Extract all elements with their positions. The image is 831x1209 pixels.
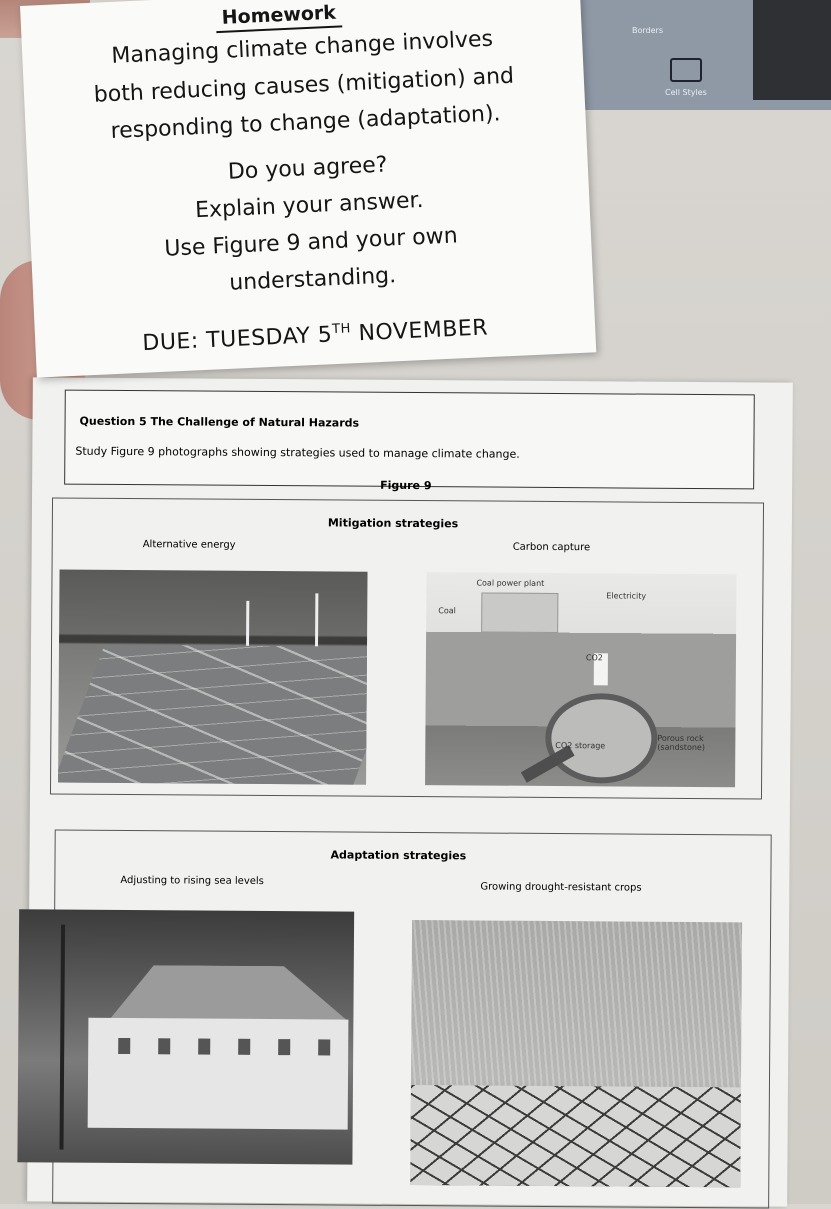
homework-note xyxy=(20,0,596,378)
window xyxy=(198,1039,210,1055)
drought-crops-photo xyxy=(410,920,742,1187)
homework-heading: Homework xyxy=(215,0,342,33)
note-line-6: Use Figure 9 and your own xyxy=(163,223,459,262)
due-suffix: NOVEMBER xyxy=(350,315,489,347)
due-sup: TH xyxy=(331,321,352,338)
due-prefix: DUE: TUESDAY 5 xyxy=(141,322,333,357)
plant-label: Coal power plant xyxy=(476,578,545,588)
adaptation-heading: Adaptation strategies xyxy=(330,848,467,863)
magnifier-lens xyxy=(545,693,658,784)
storage-label: CO2 storage xyxy=(555,741,606,751)
electricity-label: Electricity xyxy=(606,591,647,601)
question-box xyxy=(64,390,755,493)
figure-label: Figure 9 xyxy=(380,478,432,493)
borders-label: Borders xyxy=(632,26,663,35)
window xyxy=(158,1038,170,1054)
cell-styles-label: Cell Styles xyxy=(665,88,707,97)
note-line-5: Explain your answer. xyxy=(194,187,425,224)
worksheet-page xyxy=(27,377,793,1206)
question-title: Question 5 The Challenge of Natural Hazards xyxy=(79,414,360,430)
carbon-capture-caption: Carbon capture xyxy=(512,541,591,554)
due-date xyxy=(35,310,596,361)
note-line-4: Do you agree? xyxy=(227,152,388,185)
window xyxy=(118,1038,130,1054)
undo-icon xyxy=(670,58,702,82)
wind-turbine xyxy=(246,601,249,646)
raised-house-photo xyxy=(17,909,354,1164)
wind-turbine xyxy=(315,593,318,648)
window xyxy=(278,1039,290,1055)
question-text: Study Figure 9 photographs showing strategies used to manage climate change. xyxy=(75,444,520,461)
house-roof xyxy=(88,965,348,1022)
mitigation-heading: Mitigation strategies xyxy=(327,516,459,531)
note-line-1: Managing climate change involves xyxy=(110,26,494,69)
window xyxy=(238,1039,250,1055)
solar-farm-photo xyxy=(58,570,367,785)
solar-panels xyxy=(58,645,367,785)
cracked-soil xyxy=(410,1085,741,1187)
carbon-capture-diagram xyxy=(425,572,736,787)
drought-crops-caption: Growing drought-resistant crops xyxy=(480,881,642,894)
window xyxy=(318,1039,330,1055)
power-plant xyxy=(481,592,558,633)
house-body xyxy=(88,1018,349,1130)
rock-label: Porous rock (sandstone) xyxy=(657,733,706,753)
note-line-2: both reducing causes (mitigation) and xyxy=(93,63,515,108)
screen-dark-corner xyxy=(753,0,831,100)
coal-label: Coal xyxy=(438,606,456,616)
sea-level-caption: Adjusting to rising sea levels xyxy=(120,874,264,887)
note-line-7: understanding. xyxy=(228,263,397,296)
co2-label: CO2 xyxy=(585,653,603,663)
note-line-3: responding to change (adaptation). xyxy=(110,101,502,145)
alternative-energy-caption: Alternative energy xyxy=(142,539,236,551)
utility-pole xyxy=(59,925,65,1150)
